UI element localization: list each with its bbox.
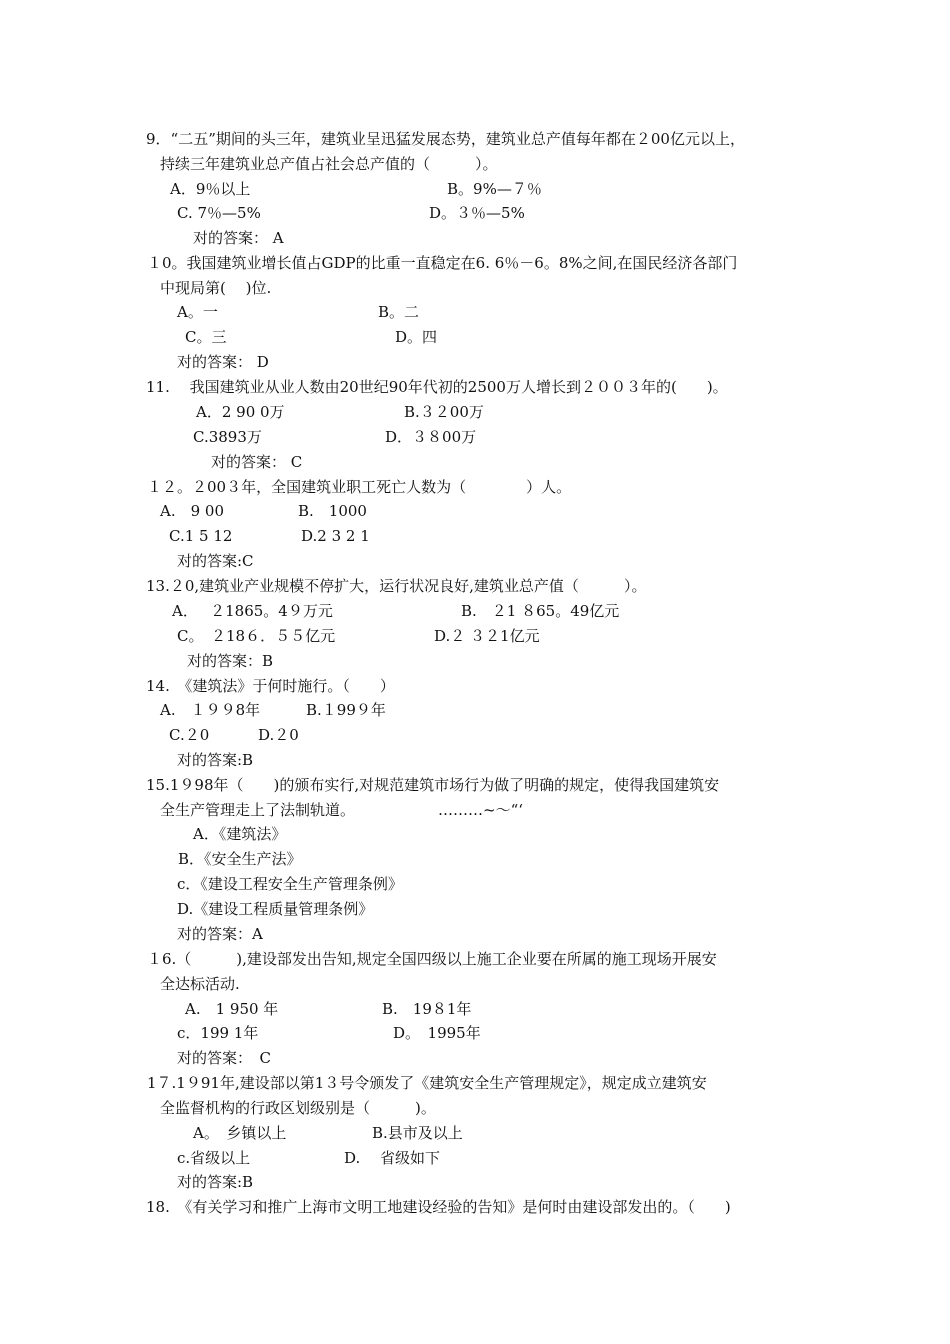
q17-option-d: D. 省级如下 [344, 1149, 441, 1167]
q15-answer: 对的答案：A [177, 925, 263, 943]
q11-option-d: D．３８00万 [385, 428, 477, 446]
q15-stray-marks: ………~～“‘ [438, 801, 524, 819]
q10-stem-line1: １0。我国建筑业增长值占GDP的比重一直稳定在6. 6％－6。8%之间,在国民经济各部门 [147, 254, 738, 272]
q10-answer: 对的答案： D [177, 353, 269, 371]
q11-option-a: A．2 90 0万 [196, 403, 285, 421]
q16-stem-line2: 全达标活动. [160, 975, 240, 993]
q14-answer: 对的答案:B [177, 751, 254, 769]
q16-option-b: B. 19８1年 [382, 1000, 472, 1018]
q15-option-b: B．《安全生产法》 [178, 850, 302, 868]
q9-stem-line1: 9．“二五”期间的头三年，建筑业呈迅猛发展态势，建筑业总产值每年都在２00亿元以上， [146, 130, 745, 148]
q10-option-c: C。三 [185, 328, 227, 346]
q18-stem-line1: 18. 《有关学习和推广上海市文明工地建设经验的告知》是何时由建设部发出的。（ ) [146, 1198, 731, 1216]
q16-option-a: A. 1 950 年 [185, 1000, 279, 1018]
q9-answer: 对的答案： A [193, 229, 284, 247]
q13-answer: 对的答案：B [187, 652, 274, 670]
q10-option-a: A。一 [177, 303, 218, 321]
q9-option-d: D。３％—5% [429, 204, 525, 222]
q12-stem-line1: １２。２00３年，全国建筑业职工死亡人数为（ ）人。 [147, 478, 572, 496]
q16-answer: 对的答案： C [177, 1049, 271, 1067]
q17-option-a: A。 乡镇以上 [193, 1124, 287, 1142]
q17-answer: 对的答案:B [177, 1173, 254, 1191]
q13-stem-line1: 13.２0,建筑业产业规模不停扩大，运行状况良好,建筑业总产值（ ）。 [146, 577, 647, 595]
q11-stem-line1: 11. 我国建筑业从业人数由20世纪90年代初的2500万人增长到２００３年的( )。 [146, 378, 728, 396]
q14-option-b: B.１99９年 [306, 701, 386, 719]
q16-option-c: c．199 1年 [177, 1024, 259, 1042]
q12-option-b: B. 1000 [298, 502, 367, 520]
q12-option-d: D.2 3 2 1 [301, 527, 370, 545]
q12-option-c: C.1 5 12 [169, 527, 233, 545]
q15-option-a: A．《建筑法》 [193, 825, 287, 843]
q9-option-c: C. 7％—5% [177, 204, 261, 222]
q12-answer: 对的答案:C [177, 552, 254, 570]
q11-option-b: B.３２00万 [404, 403, 484, 421]
q16-stem-line1: １6.（ ),建设部发出告知,规定全国四级以上施工企业要在所属的施工现场开展安 [147, 950, 717, 968]
q17-stem-line2: 全监督机构的行政区划级别是（ )。 [160, 1099, 436, 1117]
q10-option-b: B。二 [378, 303, 420, 321]
q14-option-c: C.２0 [169, 726, 210, 744]
q15-stem-line2: 全生产管理走上了法制轨道。 [160, 801, 356, 819]
q16-option-d: D。 1995年 [393, 1024, 481, 1042]
q9-option-a: A．9％以上 [170, 180, 251, 198]
q15-stem-line1: 15.1９98年（ )的颁布实行,对规范建筑市场行为做了明确的规定，使得我国建筑安 [146, 776, 720, 794]
q17-stem-line1: 1７.1９91年,建设部以第1３号令颁发了《建筑安全生产管理规定》，规定成立建筑安 [147, 1074, 707, 1092]
q15-option-d: D.《建设工程质量管理条例》 [177, 900, 374, 918]
q13-option-b: B. ２1 ８65。49亿元 [461, 602, 620, 620]
q10-option-d: D。四 [395, 328, 438, 346]
q15-option-c: c．《建设工程安全生产管理条例》 [177, 875, 403, 893]
q11-option-c: C.3893万 [193, 428, 262, 446]
q17-option-b: B.县市及以上 [372, 1124, 463, 1142]
q9-option-b: B。9%—７％ [447, 180, 542, 198]
q10-stem-line2: 中现局第( )位. [160, 279, 272, 297]
q9-stem-line2: 持续三年建筑业总产值占社会总产值的（ ）。 [160, 155, 498, 173]
q12-option-a: A. 9 00 [160, 502, 224, 520]
q13-option-d: D.２ ３２1亿元 [434, 627, 540, 645]
q13-option-a: A． ２1865。4９万元 [172, 602, 333, 620]
q14-option-d: D.２0 [258, 726, 299, 744]
q14-option-a: A. １９９8年 [160, 701, 261, 719]
q14-stem-line1: 14. 《建筑法》于何时施行。（ ） [146, 677, 395, 695]
q17-option-c: c.省级以上 [177, 1149, 251, 1167]
q13-option-c: C。 ２18６．５５亿元 [177, 627, 336, 645]
q11-answer: 对的答案： C [211, 453, 303, 471]
